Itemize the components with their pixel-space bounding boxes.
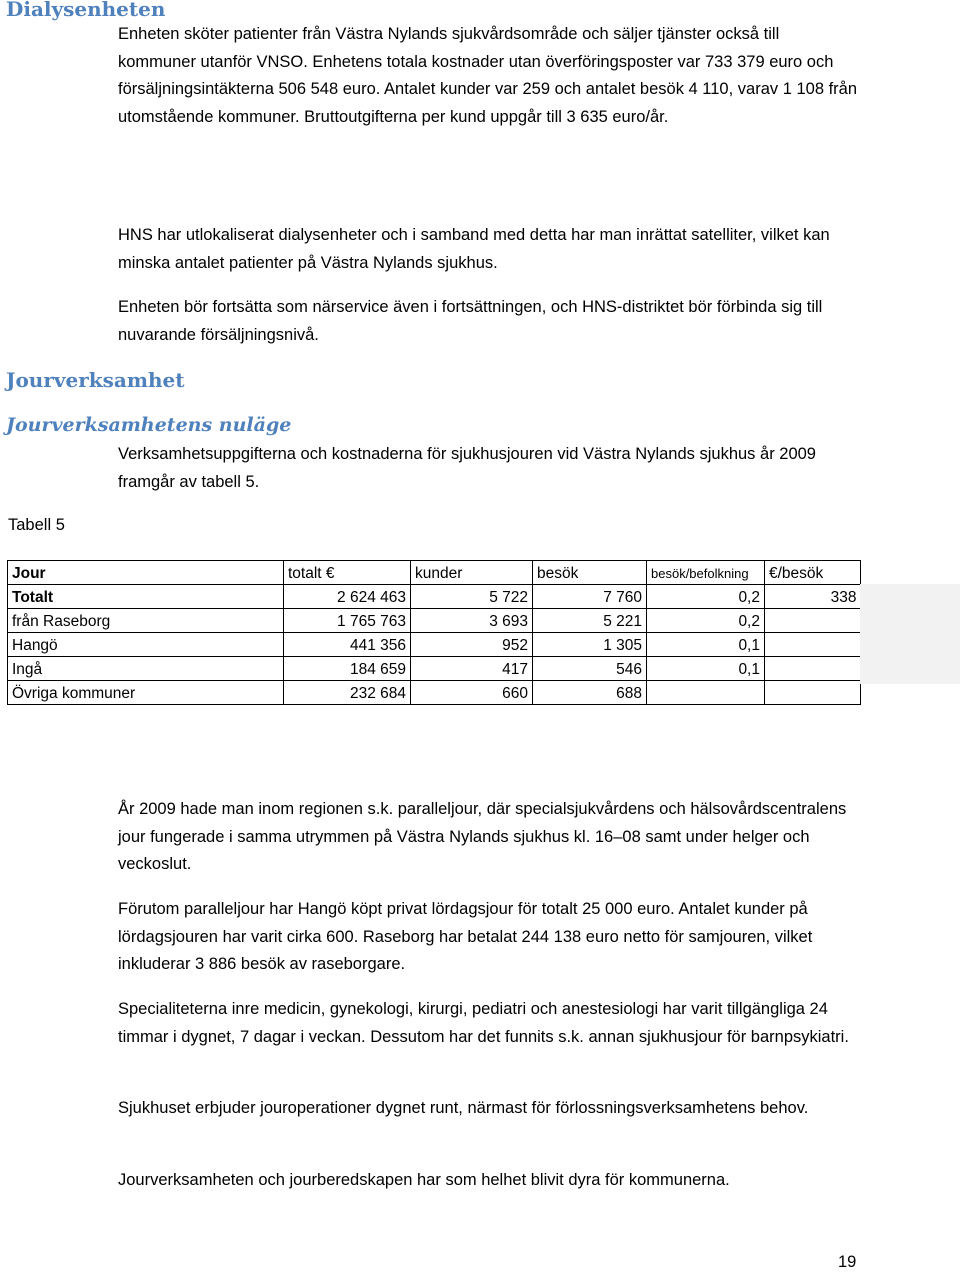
- paragraph-hns-satelliter: HNS har utlokaliserat dialysenheter och i samband med detta har man inrättat satelliter, vilket kan minska antalet patienter på Västra Nylands sjukhus.: [118, 226, 830, 272]
- section-title-dialysenheten: Dialysenheten: [6, 0, 166, 21]
- table-cell: 688: [533, 681, 647, 705]
- table-cell: 184 659: [284, 657, 411, 681]
- paragraph-narservice: Enheten bör fortsätta som närservice även i fortsättningen, och HNS-distriktet bör förbinda sig till nuvarande försäljningsnivå.: [118, 298, 823, 344]
- table-cell: 0,2: [647, 585, 765, 609]
- table-cell: 0,1: [647, 657, 765, 681]
- table-row: [8, 585, 861, 609]
- table-cell: 546: [533, 657, 647, 681]
- table-cell: [647, 681, 765, 705]
- table-cell: 441 356: [284, 633, 411, 657]
- table-caption: Tabell 5: [8, 516, 65, 534]
- table-cell: [765, 657, 861, 681]
- table-row: [8, 609, 861, 633]
- table-cell: 3 693: [411, 609, 533, 633]
- table-row: [8, 633, 861, 657]
- table-cell: 5 221: [533, 609, 647, 633]
- table-cell: Hangö: [8, 633, 284, 657]
- paragraph-lordagsjour: Förutom paralleljour har Hangö köpt privat lördagsjour för totalt 25 000 euro. Antalet kunder på lördagsjouren har varit cirka 600. Raseborg har betalat 244 138 euro netto för samjouren, vilket inkluderar 3 886 besök av raseborgare.: [118, 900, 813, 973]
- table-cell: 660: [411, 681, 533, 705]
- header-cell: €/besök: [765, 561, 861, 585]
- subsection-title-nulage: Jourverksamhetens nuläge: [6, 414, 292, 436]
- table-cell: 7 760: [533, 585, 647, 609]
- table-cell: 232 684: [284, 681, 411, 705]
- header-cell: besök/befolkning: [647, 561, 765, 585]
- table-5: [7, 560, 861, 705]
- table-cell: Ingå: [8, 657, 284, 681]
- paragraph-dialys-intro: Enheten sköter patienter från Västra Nylands sjukvårdsområde och säljer tjänster också till kommuner utanför VNSO. Enhetens totala kostnader utan överföringsposter var 733 379 euro och försäljningsintäkterna 506 548 euro. Antalet kunder var 259 och antalet besök 4 110, varav 1 108 från utomstående kommuner. Bruttoutgifterna per kund uppgår till 3 635 euro/år.: [118, 25, 858, 126]
- table-cell: 5 722: [411, 585, 533, 609]
- header-cell: besök: [533, 561, 647, 585]
- paragraph-verksamhetsuppgifter: Verksamhetsuppgifterna och kostnaderna för sjukhusjouren vid Västra Nylands sjukhus år 2009 framgår av tabell 5.: [118, 445, 816, 491]
- table-cell: 338: [765, 585, 861, 609]
- section-title-jourverksamhet: Jourverksamhet: [6, 368, 185, 392]
- header-cell: Jour: [8, 561, 284, 585]
- table-cell: 1 765 763: [284, 609, 411, 633]
- table-cell: 1 305: [533, 633, 647, 657]
- table-cell: 417: [411, 657, 533, 681]
- table-row: [8, 657, 861, 681]
- paragraph-jouroperationer: Sjukhuset erbjuder jouroperationer dygnet runt, närmast för förlossningsverksamhetens behov.: [118, 1099, 809, 1117]
- background-shading: [860, 584, 960, 684]
- table-cell: Totalt: [8, 585, 284, 609]
- table-cell: [765, 633, 861, 657]
- paragraph-paralleljour: År 2009 hade man inom regionen s.k. paralleljour, där specialsjukvårdens och hälsovårdscentralens jour fungerade i samma utrymmen på Västra Nylands sjukhus kl. 16–08 samt under helger och veckoslut.: [118, 800, 847, 873]
- table-cell: [765, 681, 861, 705]
- table-cell: 0,2: [647, 609, 765, 633]
- table-cell: [765, 609, 861, 633]
- table-row: [8, 681, 861, 705]
- table-cell: 0,1: [647, 633, 765, 657]
- header-cell: totalt €: [284, 561, 411, 585]
- paragraph-specialiteter: Specialiteterna inre medicin, gynekologi, kirurgi, pediatri och anestesiologi har varit tillgängliga 24 timmar i dygnet, 7 dagar i veckan. Dessutom har det funnits s.k. annan sjukhusjour för barnpsykiatri.: [118, 1000, 849, 1046]
- table-cell: Övriga kommuner: [8, 681, 284, 705]
- table-header-row: [8, 561, 861, 585]
- table-cell: 952: [411, 633, 533, 657]
- page-number: 19: [838, 1253, 857, 1271]
- header-cell: kunder: [411, 561, 533, 585]
- table-cell: från Raseborg: [8, 609, 284, 633]
- table-cell: 2 624 463: [284, 585, 411, 609]
- paragraph-slutsats: Jourverksamheten och jourberedskapen har som helhet blivit dyra för kommunerna.: [118, 1171, 730, 1189]
